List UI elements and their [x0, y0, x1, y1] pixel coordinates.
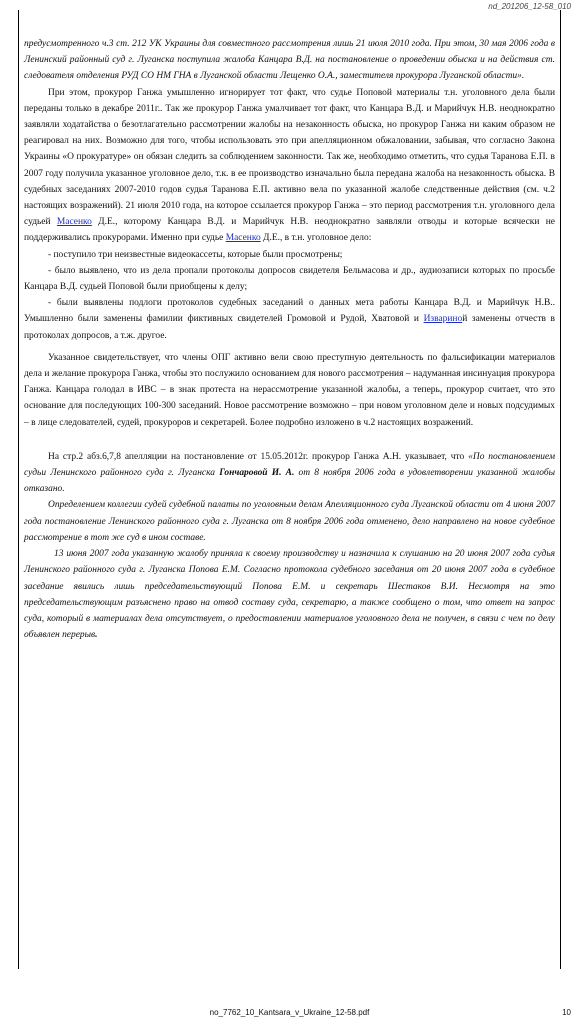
list-item-missing-protocols: - было выявлено, что из дела пропали протоколы допросов свидетеля Бельмасова и др., аудиозаписи которых по просьбе Канцара В.Д. судьей Поповой были приобщены к делу; [24, 265, 555, 293]
page-number: 10 [562, 1008, 571, 1017]
paragraph-appeal-reference [24, 449, 555, 498]
paragraph-quote-continuation: предусмотренного ч.3 ст. 212 УК Украины для совместного рассмотрения лишь 21 июля 2010 года. При этом, 30 мая 2006 года в Ленинский районный суд г. Луганска поступила жалоба Канцара В.Д. на постановление о проведении обыска и на действия ст. следователя отделения РУД СО НМ ГНА в Луганской области Лещенко О.А., заместителя прокурора Луганской области». [24, 39, 555, 82]
text-segment: Д.Е., в т.н. уголовное дело: [260, 233, 372, 244]
text-segment: от 8 ноября 2006 года в удовлетворении указанной жалобы отказано. [24, 468, 555, 495]
text-segment: - были выявлены подлоги протоколов судебных заседаний о данных мета работы Канцара В.Д. и Марийчук Н.В.. Умышленно были заменены фамилии фиктивных свидетелей Громовой и Рудой, Хватовой и [24, 298, 555, 325]
paragraph-ganzha-ignores [24, 85, 555, 247]
left-border-line [18, 10, 19, 969]
right-border-line [560, 10, 561, 969]
link-izvarino[interactable]: Изварино [423, 314, 463, 325]
document-body [24, 36, 555, 643]
text-segment: На стр.2 абз.6,7,8 апелляции на постановление от 15.05.2012г. прокурор Ганжа А.Н. указывает, что [48, 451, 469, 462]
text-segment: Д.Е., которому Канцара В.Д. и Марийчук Н.В. неоднократно заявляли отводы и которые всячески не поддерживались прокурорами. Именно при судье [24, 217, 555, 244]
paragraph-appeal-court-ruling: Определением коллегии судей судебной палаты по уголовным делам Апелляционного суда Луганской области от 4 июня 2007 года постановление Ленинского районного суда г. Луганска от 8 ноября 2006 года отменено, дело направлено на новое судебное рассмотрение в тот же суд в ином составе. [24, 500, 555, 543]
list-item-videocassettes: - поступило три неизвестные видеокассеты, которые были просмотрены; [48, 249, 343, 260]
text-segment: й заменены отчеств в протоколах допросов, а т.ж. другое. [24, 314, 555, 341]
text-segment: . [95, 630, 98, 641]
judge-name-bold: Гончаровой И. А. [219, 468, 295, 479]
document-id-header: nd_201206_12-58_010 [488, 2, 571, 11]
link-masenko[interactable]: Масенко [56, 217, 92, 228]
link-masenko[interactable]: Масенко [225, 233, 261, 244]
list-item-forgeries [24, 295, 555, 344]
spacer [24, 431, 555, 449]
text-segment: 13 июня 2007 года указанную жалобу приняла к своему производству и назначила к слушанию на 20 июня 2007 года судья Ленинского районного суда г. Луганска Попова Е.М. Согласно протокола судебного заседания от 20 июня 2007 года в судебное заседание явились лишь председательствующий Попова Е.М. и секретарь Шестаков В.И. Несмотря на это председательствующим разъяснено право на отвод составу суда, секретарю, а также сообщено о том, что ответ на запрос суда, который в материалах дела отсутствует, о предоставлении материалов уголовного дела не получен, в связи с чем по делу объявлен перерыв [24, 549, 555, 641]
paragraph-popova-hearing [24, 546, 555, 643]
footer-filename: no_7762_10_Kantsara_v_Ukraine_12-58.pdf [209, 1008, 370, 1017]
paragraph-opg-activity: Указанное свидетельствует, что члены ОПГ активно вели свою преступную деятельность по фальсификации материалов дела и желание прокурора Ганжа, чтобы это послужило основанием для нового рассмотрения – надуманная инсинуация прокурора Ганжа. Канцара голодал в ИВС – в знак протеста на нерассмотрение указанной жалобы, а теперь, прокурор считает, что это основание для последующих 100-300 заседаний. Новое рассмотрение возможно – при новом уголовном деле и новых подсудимых – в лице следователей, судей, прокуроров и секретарей. Более подробно изложено в ч.2 настоящих возражений. [24, 352, 555, 428]
text-segment: При этом, прокурор Ганжа умышленно игнорирует тот факт, что судье Поповой материалы т.н. уголовного дела были переданы только в декабре 2011г.. Так же прокурор Ганжа умалчивает тот факт, что Канцара В.Д. и Марийчук Н.В. неоднократно заявляли ходатайства о безотлагательно рассмотрении жалобы на незаконность обыска, но прокурор Ганжа ни каким образом не реагировал на них. Возможно для того, чтобы использовать это при апелляционном обжаловании, забывая, что согласно Закона Украины «О прокуратуре» он обязан следить за соблюдением законности. Так же, необходимо отметить, что судья Таранова Е.П. в 2007 году получила указанное уголовное дело, т.к. в ее производство изначально была передана жалоба на незаконность обыска. В судебных заседаниях 2007-2010 годов судья Таранова Е.П. активно вела по указанной жалобе следственные действия (см. ч.2 настоящих возражений). 21 июля 2010 года, на которое ссылается прокурор Ганжа – это период рассмотрения т.н. уголовного дела судьей [24, 87, 555, 228]
text-segment: «По постановлением судьи Ленинского районного суда г. Луганска [24, 451, 555, 479]
